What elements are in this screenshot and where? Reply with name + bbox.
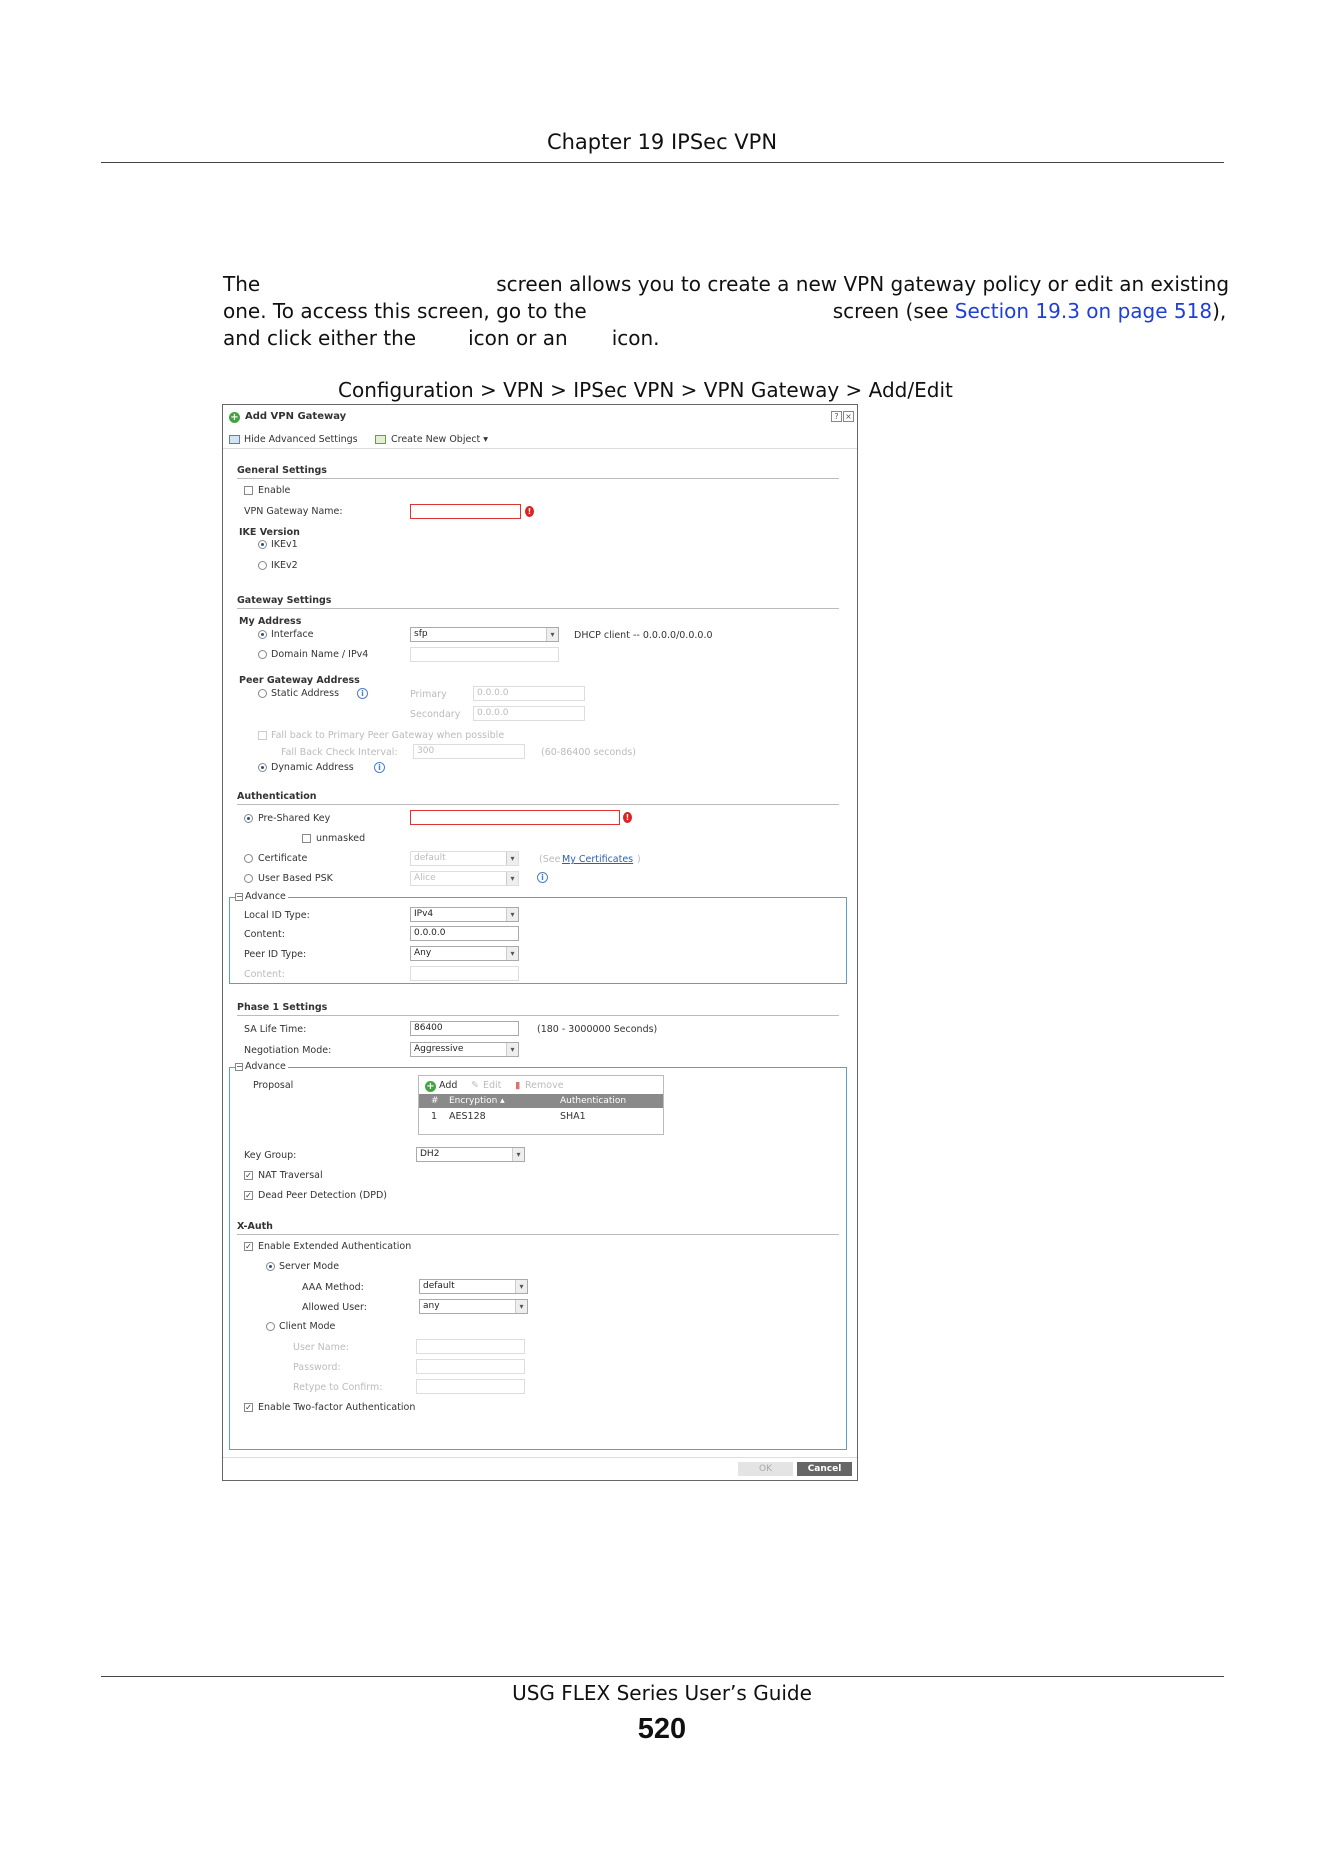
auth-advance-toggle[interactable] — [235, 891, 288, 902]
two-factor-checkbox[interactable]: ✓ — [245, 1403, 252, 1412]
enable-label: Enable — [258, 485, 291, 496]
create-object-icon — [375, 435, 386, 444]
ikev2-radio[interactable] — [258, 561, 267, 570]
my-certificates-link[interactable]: My Certificates — [562, 854, 634, 865]
table-row[interactable] — [419, 1110, 663, 1124]
button-bar-divider — [223, 1457, 857, 1458]
header-rule — [101, 162, 1224, 163]
intro-text: screen allows you to create a new VPN gateway policy or edit an existing — [496, 272, 1230, 296]
static-address-radio[interactable] — [258, 689, 267, 698]
intro-text: ), — [1212, 299, 1227, 323]
user-psk-label: User Based PSK — [258, 873, 333, 884]
server-mode-label: Server Mode — [279, 1261, 340, 1272]
retype-input[interactable] — [416, 1379, 525, 1394]
section-divider — [237, 1234, 839, 1235]
password-label: Password: — [293, 1362, 341, 1373]
user-psk-select[interactable]: Alice ▾ — [410, 871, 519, 886]
section-divider — [237, 804, 839, 805]
peer-gateway-label: Peer Gateway Address — [239, 675, 360, 686]
footer-rule — [101, 1676, 1224, 1677]
fallback-interval-input[interactable]: 300 — [413, 744, 525, 759]
window-toolbar — [223, 429, 857, 449]
sa-life-input[interactable]: 86400 — [410, 1021, 519, 1036]
dynamic-address-radio[interactable] — [258, 763, 267, 772]
col-encryption[interactable]: Encryption ▴ — [449, 1096, 505, 1106]
create-new-object-menu[interactable]: Create New Object ▾ — [391, 434, 489, 445]
psk-label: Pre-Shared Key — [258, 813, 331, 824]
proposal-remove-button[interactable]: Remove — [525, 1080, 564, 1091]
section-divider — [237, 478, 839, 479]
server-mode-radio[interactable] — [266, 1262, 275, 1271]
peer-content-input[interactable] — [410, 966, 519, 981]
xauth-title: X-Auth — [237, 1221, 273, 1232]
domain-name-label: Domain Name / IPv4 — [271, 649, 369, 660]
retype-label: Retype to Confirm: — [293, 1382, 383, 1393]
remove-icon: ▮ — [515, 1080, 521, 1091]
section-link[interactable]: Section 19.3 on page 518 — [954, 299, 1213, 323]
gateway-name-label: VPN Gateway Name: — [244, 506, 343, 517]
advance-label: Advance — [245, 1061, 286, 1072]
info-icon: i — [374, 762, 385, 773]
secondary-label: Secondary — [410, 709, 461, 720]
peer-id-type-label: Peer ID Type: — [244, 949, 307, 960]
unmasked-checkbox[interactable] — [302, 834, 311, 843]
dhcp-info: DHCP client -- 0.0.0.0/0.0.0.0 — [574, 630, 713, 641]
col-authentication[interactable]: Authentication — [560, 1096, 627, 1106]
domain-name-radio[interactable] — [258, 650, 267, 659]
dpd-label: Dead Peer Detection (DPD) — [258, 1190, 387, 1201]
section-divider — [237, 608, 839, 609]
enable-ext-auth-checkbox[interactable]: ✓ — [245, 1242, 252, 1251]
proposal-grid-header — [419, 1094, 663, 1108]
intro-line-3 — [223, 326, 660, 350]
certificate-select[interactable]: default ▾ — [410, 851, 519, 866]
user-name-input[interactable] — [416, 1339, 525, 1354]
section-divider — [237, 1015, 839, 1016]
dpd-checkbox[interactable]: ✓ — [245, 1191, 252, 1200]
domain-name-input[interactable] — [410, 647, 559, 662]
ike-version-label: IKE Version — [239, 527, 300, 538]
my-address-label: My Address — [239, 616, 302, 627]
interface-radio[interactable] — [258, 630, 267, 639]
fallback-interval-label: Fall Back Check Interval: — [281, 747, 398, 758]
allowed-user-select[interactable]: any ▾ — [419, 1299, 528, 1314]
ok-button[interactable]: OK — [738, 1462, 793, 1476]
enable-ext-auth-label: Enable Extended Authentication — [258, 1241, 412, 1252]
proposal-add-button[interactable]: Add — [439, 1080, 458, 1091]
collapse-icon: − — [236, 1062, 243, 1071]
cell-number: 1 — [431, 1111, 438, 1122]
col-number[interactable]: # — [431, 1096, 439, 1106]
intro-text: screen (see — [832, 299, 949, 323]
static-address-label: Static Address — [271, 688, 340, 699]
two-factor-label: Enable Two-factor Authentication — [258, 1402, 416, 1413]
intro-text: one. To access this screen, go to the — [223, 299, 587, 323]
aaa-method-select[interactable]: default ▾ — [419, 1279, 528, 1294]
password-input[interactable] — [416, 1359, 525, 1374]
intro-text: and click either the — [223, 326, 417, 350]
fallback-range: (60-86400 seconds) — [541, 747, 636, 758]
intro-text: icon. — [611, 326, 660, 350]
interface-select[interactable]: sfp ▾ — [410, 627, 559, 642]
interface-label: Interface — [271, 629, 314, 640]
negotiation-label: Negotiation Mode: — [244, 1045, 332, 1056]
proposal-grid — [418, 1075, 664, 1135]
proposal-label: Proposal — [253, 1080, 294, 1091]
psk-radio[interactable] — [244, 814, 253, 823]
collapse-icon: − — [236, 892, 243, 901]
required-icon: ! — [525, 506, 534, 517]
sa-range: (180 - 3000000 Seconds) — [537, 1024, 658, 1035]
content-label: Content: — [244, 929, 285, 940]
fallback-label: Fall back to Primary Peer Gateway when possible — [271, 730, 505, 741]
auth-advance-box — [229, 897, 847, 984]
allowed-user-label: Allowed User: — [302, 1302, 367, 1313]
certificate-radio[interactable] — [244, 854, 253, 863]
gateway-settings-title: Gateway Settings — [237, 595, 332, 606]
info-icon: i — [537, 872, 548, 883]
nat-checkbox[interactable]: ✓ — [245, 1171, 252, 1180]
cell-authentication: SHA1 — [560, 1111, 586, 1122]
enable-checkbox[interactable] — [244, 486, 253, 495]
unmasked-label: unmasked — [316, 833, 366, 844]
key-group-label: Key Group: — [244, 1150, 297, 1161]
ikev1-radio[interactable] — [258, 540, 267, 549]
figure-caption: Configuration > VPN > IPSec VPN > VPN Gateway > Add/Edit — [338, 378, 953, 402]
phase1-advance-toggle[interactable] — [235, 1061, 288, 1072]
client-mode-radio[interactable] — [266, 1322, 275, 1331]
client-mode-label: Client Mode — [279, 1321, 336, 1332]
hide-advanced-icon — [229, 435, 240, 444]
peer-content-label: Content: — [244, 969, 285, 980]
intro-text: icon or an — [468, 326, 568, 350]
gateway-name-input[interactable] — [410, 504, 521, 519]
user-psk-radio[interactable] — [244, 874, 253, 883]
primary-label: Primary — [410, 689, 447, 700]
primary-input[interactable]: 0.0.0.0 — [473, 686, 585, 701]
key-group-select[interactable]: DH2 ▾ — [416, 1147, 525, 1162]
intro-text: The — [223, 272, 261, 296]
intro-line-1 — [223, 272, 1229, 296]
user-name-label: User Name: — [293, 1342, 349, 1353]
close-icon[interactable]: × — [843, 411, 854, 422]
hide-advanced-button[interactable]: Hide Advanced Settings — [244, 434, 358, 445]
help-icon[interactable]: ? — [831, 411, 842, 422]
advance-label: Advance — [245, 891, 286, 902]
local-id-type-label: Local ID Type: — [244, 910, 310, 921]
secondary-input[interactable]: 0.0.0.0 — [473, 706, 585, 721]
info-icon: i — [357, 688, 368, 699]
general-settings-title: General Settings — [237, 465, 327, 476]
negotiation-select[interactable]: Aggressive ▾ — [410, 1042, 519, 1057]
sa-life-label: SA Life Time: — [244, 1024, 307, 1035]
psk-input[interactable] — [410, 810, 620, 825]
ikev2-label: IKEv2 — [271, 560, 298, 571]
window-titlebar — [223, 405, 857, 431]
nat-label: NAT Traversal — [258, 1170, 323, 1181]
cell-encryption: AES128 — [449, 1111, 486, 1122]
aaa-method-label: AAA Method: — [302, 1282, 364, 1293]
add-icon: + — [426, 1081, 435, 1092]
footer-title: USG FLEX Series User’s Guide — [512, 1681, 812, 1705]
see-label: (See — [539, 854, 561, 865]
proposal-edit-button[interactable]: Edit — [483, 1080, 502, 1091]
page-number: 520 — [637, 1713, 687, 1745]
ikev1-label: IKEv1 — [271, 539, 298, 550]
dynamic-address-label: Dynamic Address — [271, 762, 354, 773]
edit-icon: ✎ — [471, 1080, 479, 1091]
cancel-button[interactable]: Cancel — [797, 1462, 852, 1476]
local-id-type-select[interactable]: IPv4 ▾ — [410, 907, 519, 922]
authentication-title: Authentication — [237, 791, 317, 802]
chapter-header: Chapter 19 IPSec VPN — [546, 130, 778, 154]
window-title: Add VPN Gateway — [245, 411, 347, 422]
phase1-title: Phase 1 Settings — [237, 1002, 328, 1013]
local-content-input[interactable]: 0.0.0.0 — [410, 926, 519, 941]
certificate-label: Certificate — [258, 853, 308, 864]
required-icon: ! — [623, 812, 632, 823]
add-vpn-gateway-window — [222, 404, 858, 1481]
add-icon: + — [230, 412, 239, 423]
see-end: ) — [637, 854, 641, 865]
fallback-checkbox[interactable] — [258, 731, 267, 740]
intro-line-2 — [223, 299, 1226, 323]
peer-id-type-select[interactable]: Any ▾ — [410, 946, 519, 961]
